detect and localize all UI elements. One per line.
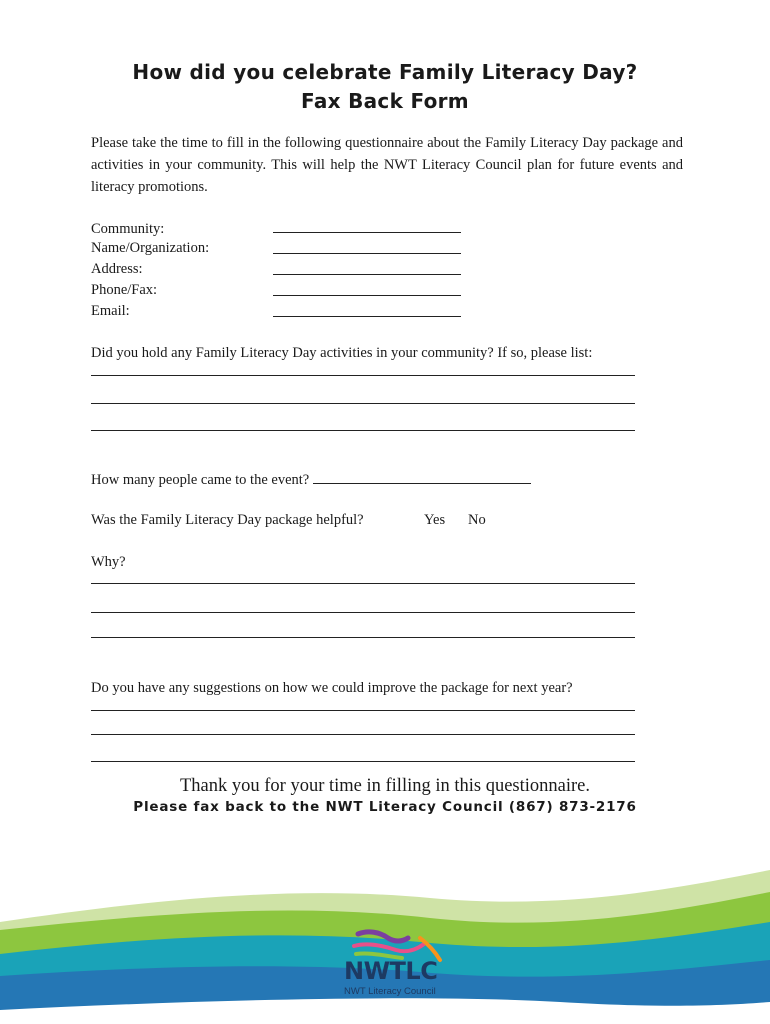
community-field[interactable] (273, 232, 461, 233)
logo-wordmark: NWTLC (344, 957, 438, 985)
suggestions-answer-line[interactable] (91, 734, 635, 735)
activities-answer-line[interactable] (91, 375, 635, 376)
attendance-label: How many people came to the event? (91, 472, 310, 488)
name-field[interactable] (273, 253, 461, 254)
attendance-field[interactable] (313, 469, 531, 484)
phone-field[interactable] (273, 295, 461, 296)
activities-answer-line[interactable] (91, 430, 635, 431)
phone-label: Phone/Fax: (91, 282, 158, 298)
why-answer-line[interactable] (91, 637, 635, 638)
activities-answer-line[interactable] (91, 403, 635, 404)
intro-paragraph: Please take the time to fill in the following questionnaire about the Family Literacy Day package and activities in your community. This will help the NWT Literacy Council plan for future events and literacy promotions. (91, 135, 683, 195)
title-line-2: Fax Back Form (301, 89, 469, 113)
form-title (0, 58, 770, 116)
name-label: Name/Organization: (91, 240, 210, 256)
fax-instructions: Please fax back to the NWT Literacy Council (867) 873-2176 (133, 799, 637, 815)
why-answer-line[interactable] (91, 583, 635, 584)
no-option[interactable]: No (468, 512, 486, 528)
title-line-1: How did you celebrate Family Literacy Day? (132, 60, 638, 84)
logo-subtitle: NWT Literacy Council (344, 986, 436, 997)
address-field[interactable] (273, 274, 461, 275)
email-label: Email: (91, 303, 130, 319)
email-field[interactable] (273, 316, 461, 317)
suggestions-question: Do you have any suggestions on how we could improve the package for next year? (91, 680, 573, 696)
activities-question: Did you hold any Family Literacy Day activities in your community? If so, please list: (91, 345, 593, 361)
suggestions-answer-line[interactable] (91, 761, 635, 762)
why-question: Why? (91, 554, 126, 570)
helpful-question: Was the Family Literacy Day package helpful? (91, 512, 364, 528)
suggestions-answer-line[interactable] (91, 710, 635, 711)
address-label: Address: (91, 261, 143, 277)
thank-you-text: Thank you for your time in filling in this questionnaire. (179, 776, 591, 796)
yes-option[interactable]: Yes (424, 512, 446, 528)
community-label: Community: (91, 221, 165, 237)
why-answer-line[interactable] (91, 612, 635, 613)
attendance-question (91, 469, 531, 490)
